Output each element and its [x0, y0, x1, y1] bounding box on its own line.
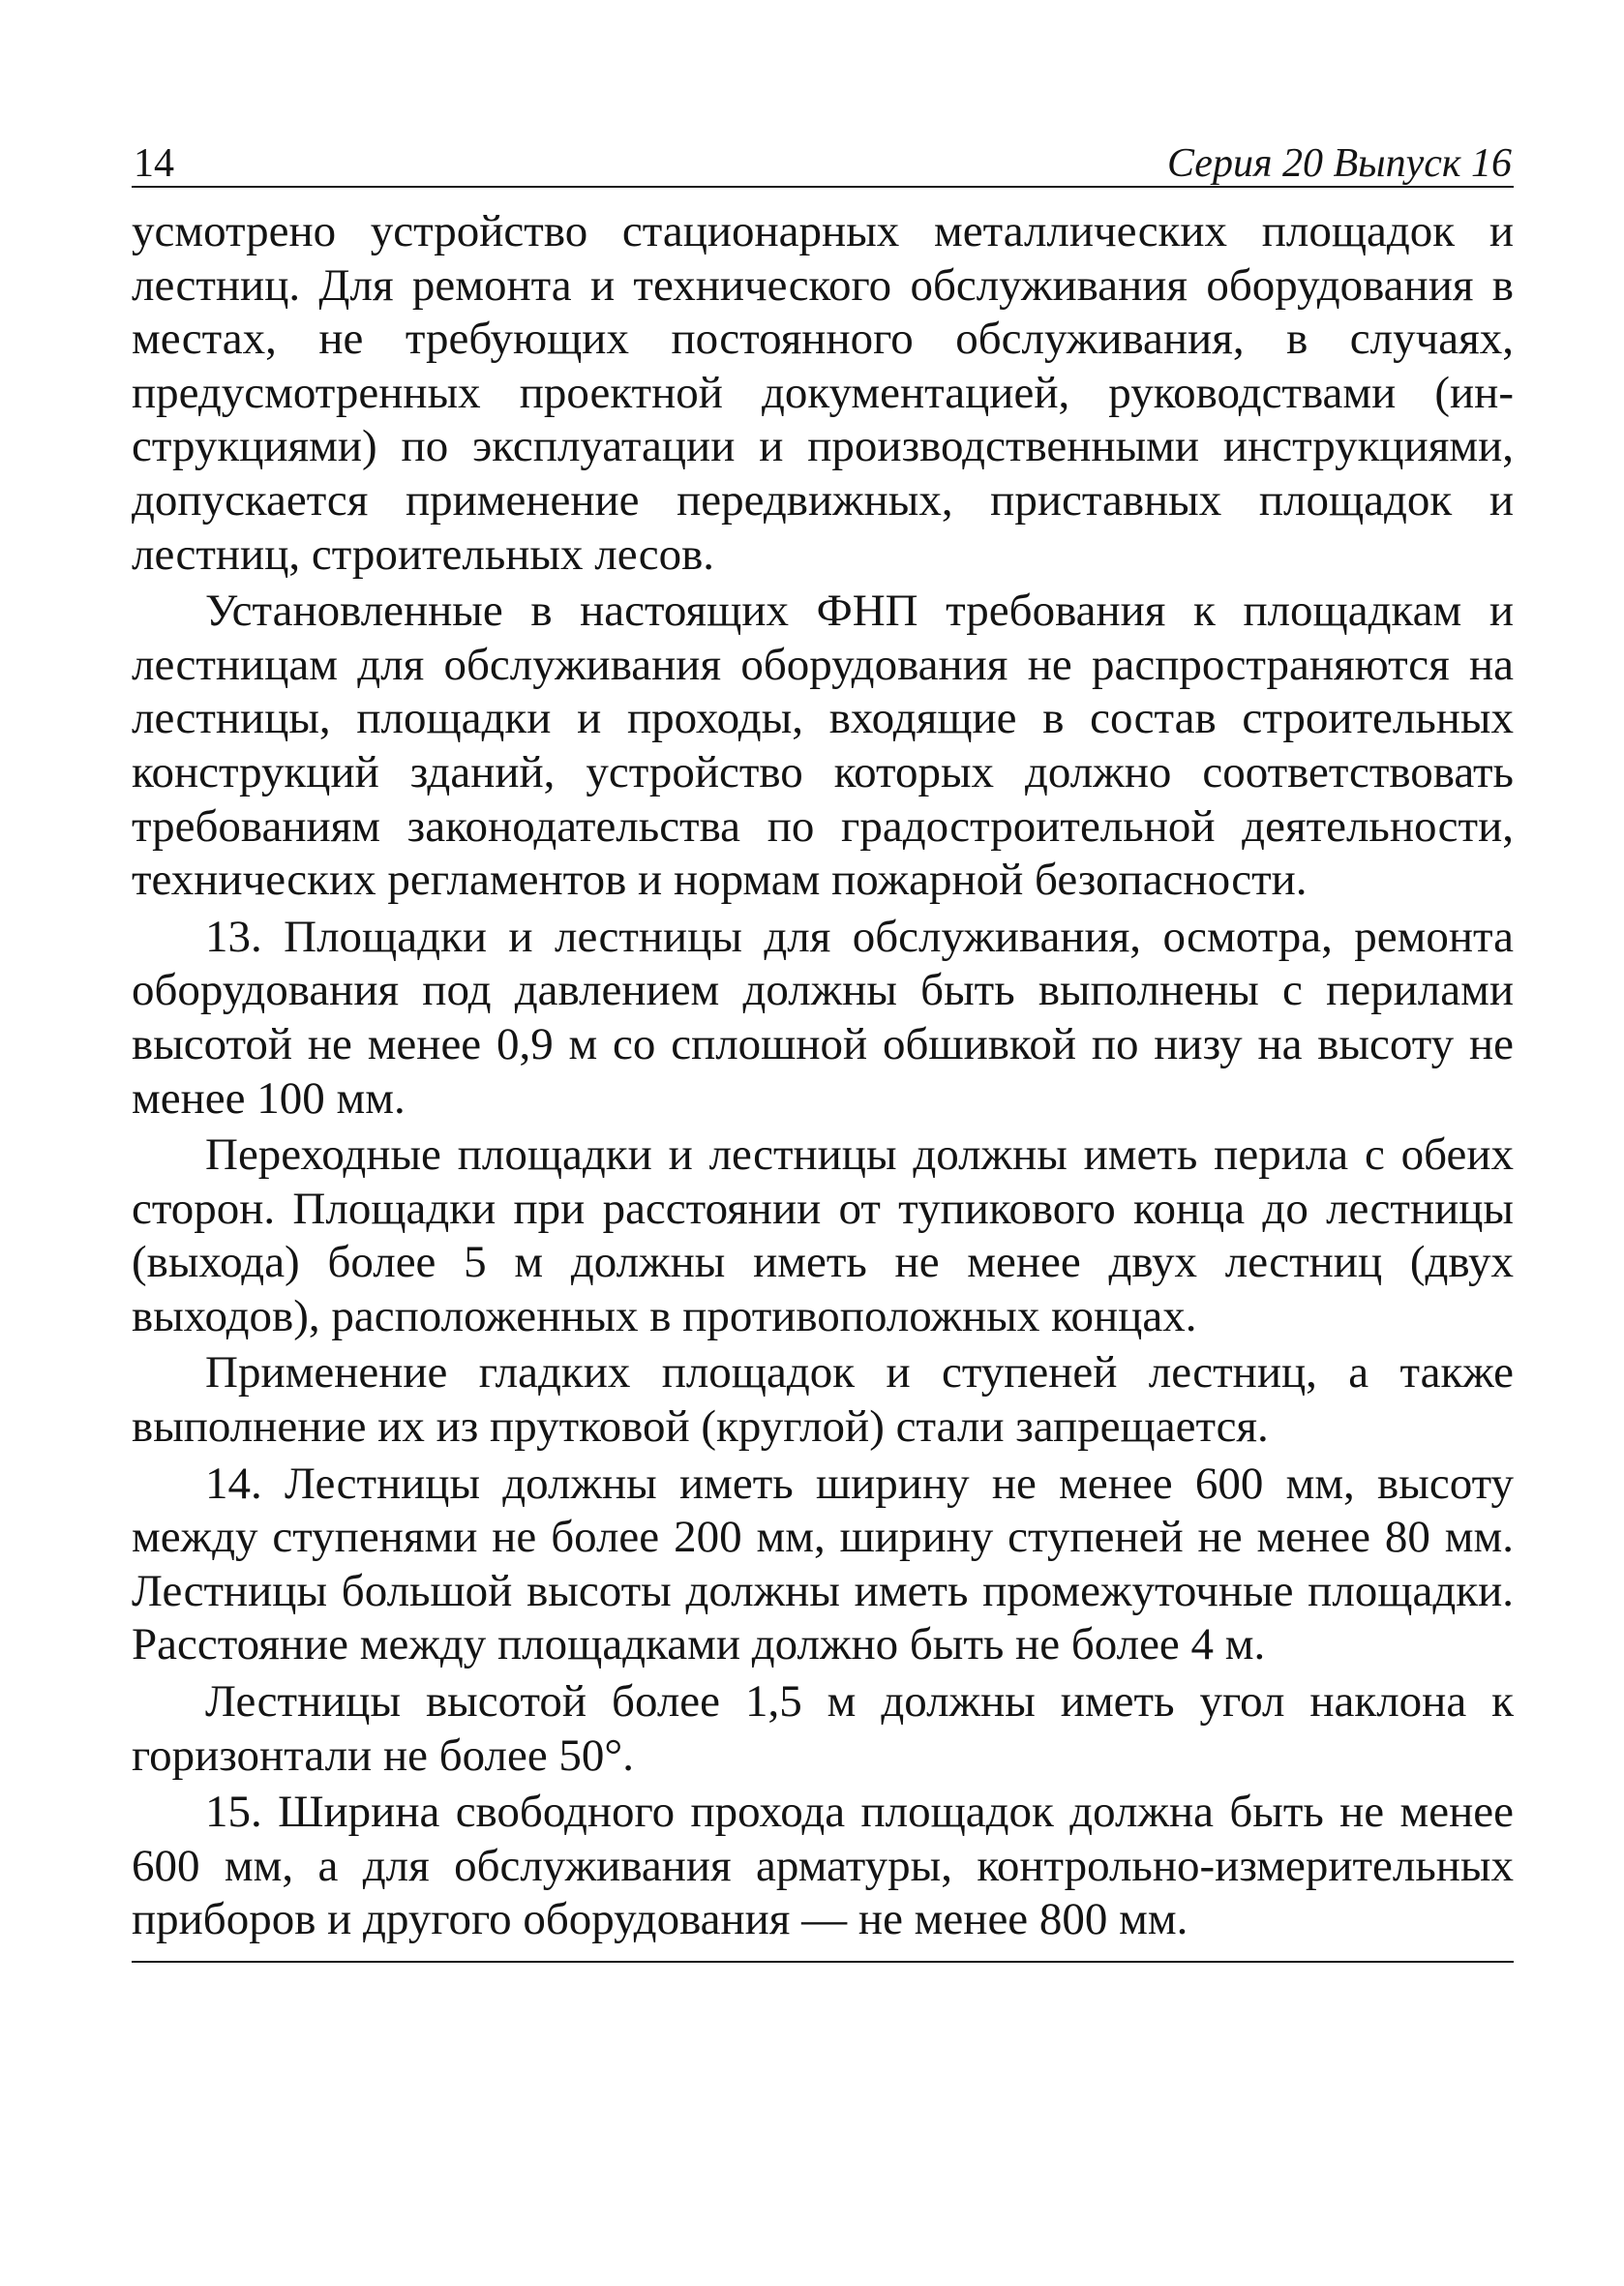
body-text — [132, 205, 1514, 1947]
series-title: Серия 20 Выпуск 16 — [1167, 141, 1512, 186]
paragraph-ladder-angle: Лестницы высотой более 1,5 м должны иметь угол наклона к горизонтали не более 50°. — [132, 1676, 1514, 1781]
paragraph-transition-platforms: Переходные площадки и лестницы должны иметь перила с обеих сторон. Площадки при расстоянии от тупикового конца до лестницы (выхода) более 5 м должны иметь не менее двух лестниц (двух выходов), расположенных в противоположных концах. — [132, 1129, 1514, 1341]
paragraph-fnp-requirements: Установленные в настоящих ФНП требования к площадкам и лестницам для обслуживания оборудования не распространяются на лестницы, площадки и проходы, входящие в состав строительных конструкций зданий, устройство которых должно соответствовать требованиям законодательства по градостроительной деятельности, технических регламентов и нормам пожарной безопасности. — [132, 586, 1514, 906]
bottom-divider — [132, 1961, 1514, 1963]
paragraph-item-14: 14. Лестницы должны иметь ширину не менее 600 мм, высоту между ступенями не более 200 мм, ширину ступеней не менее 80 мм. Лестницы большой высоты должны иметь промежуточные площадки. Расстояние между площадками должно быть не более 4 м. — [132, 1458, 1514, 1670]
paragraph-smooth-steps: Применение гладких площадок и ступеней лестниц, а также выполнение их из прутковой (круглой) стали запрещается. — [132, 1347, 1514, 1453]
paragraph-item-15: 15. Ширина свободного прохода площадок должна быть не менее 600 мм, а для обслуживания арматуры, контрольно-измерительных приборов и другого оборудования — не менее 800 мм. — [132, 1787, 1514, 1945]
document-page — [132, 124, 1514, 1963]
paragraph-item-13: 13. Площадки и лестницы для обслуживания, осмотра, ремонта оборудования под давлением должны быть выполнены с перилами высотой не менее 0,9 м со сплошной обшивкой по низу на высоту не менее 100 мм. — [132, 911, 1514, 1124]
paragraph-continuation: усмотрено устройство стационарных металлических площадок и лестниц. Для ремонта и технического обслуживания оборудования в местах, не требующих постоянного обслуживания, в случаях, предусмотренных проектной документацией, руководствами (инструкциями) по эксплуатации и производственными инструкциями, допускается применение передвижных, приставных площадок и лестниц, строительных лесов. — [132, 206, 1514, 580]
page-number: 14 — [134, 141, 174, 186]
running-header — [132, 124, 1514, 188]
